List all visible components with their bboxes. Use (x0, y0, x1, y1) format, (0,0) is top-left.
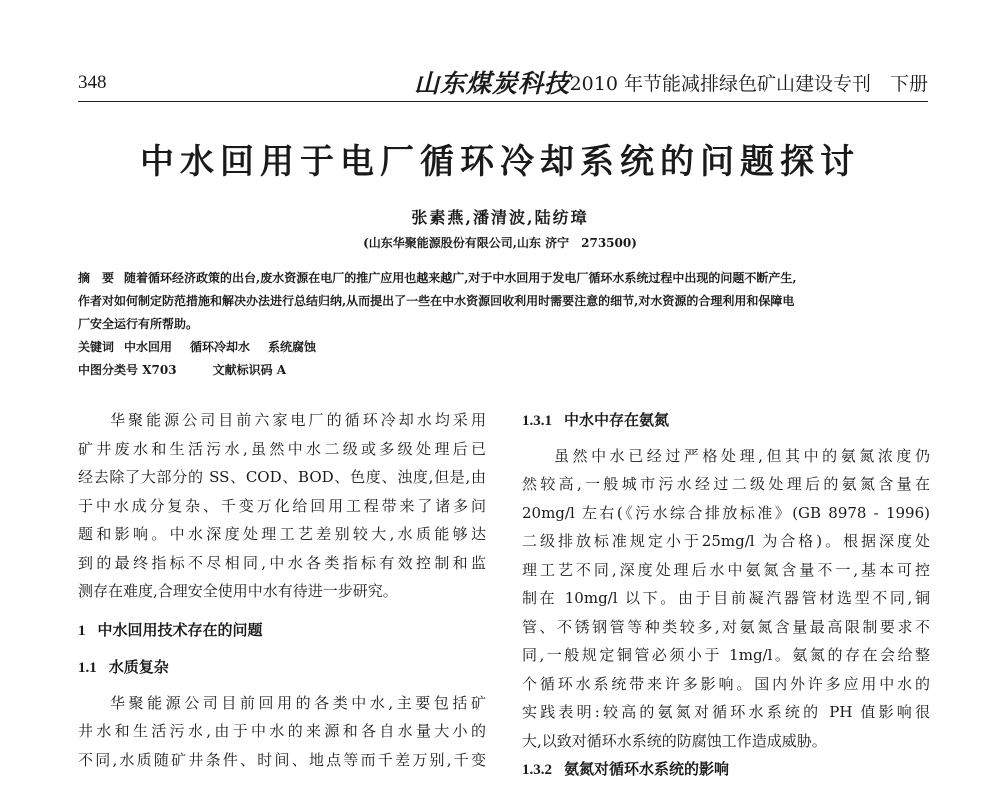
body-line: 理工艺不同,深度处理后水中氨氮含量不一,基本可控 (522, 560, 930, 579)
body-line: 管、不锈钢管等种类较多,对氨氮含量最高限制要求不 (522, 617, 930, 636)
right-column (522, 406, 930, 791)
body-line: 题和影响。中水深度处理工艺差别较大,水质能够达 (78, 525, 486, 543)
body-line: 个循环水系统带来许多影响。国内外许多应用中水的 (522, 674, 930, 693)
body-line: 20mg/l 左右(《污水综合排放标准》(GB 8978 - 1996) (522, 503, 930, 522)
section-number: 1.3.1 (522, 413, 552, 429)
doc-code-label: 文献标识码 (212, 363, 273, 377)
abstract-block (78, 267, 928, 382)
journal-name: 山东煤炭科技 (414, 69, 571, 98)
keyword: 中水回用 (124, 340, 173, 354)
body-line: 大,以致对循环水系统的防腐蚀工作造成威胁。 (522, 731, 827, 750)
article-title: 中水回用于电厂循环冷却系统的问题探讨 (140, 142, 860, 182)
left-column (78, 406, 486, 774)
keywords-label: 关键词 (78, 340, 115, 354)
section-title: 中水中存在氨氮 (564, 411, 670, 429)
body-line: 到的最终指标不尽相同,中水各类指标有效控制和监 (78, 553, 486, 572)
abstract-line-2: 作者对如何制定防范措施和解决办法进行总结归纳,从而提出了一些在中水资源回收利用时需要注意的细节,对水资源的合理利用和保障电 (78, 294, 795, 308)
issue-title: 2010 年节能减排绿色矿山建设专刊 下册 (569, 73, 928, 95)
body-line: 实践表明:较高的氨氮对循环水系统的 PH 值影响很 (522, 703, 930, 721)
section-heading-1 (78, 616, 486, 646)
body-line: 矿井废水和生活污水,虽然中水二级或多级处理后已 (78, 439, 486, 458)
section-heading-1-1 (78, 653, 486, 683)
body-line: 华聚能源公司目前六家电厂的循环冷却水均采用 (110, 411, 486, 429)
abstract-line-3: 厂安全运行有所帮助。 (78, 317, 199, 331)
clc-value: X703 (142, 363, 177, 377)
body-line: 测存在难度,合理安全使用中水有待进一步研究。 (78, 582, 398, 600)
abstract-label: 摘 要 (78, 271, 115, 285)
doc-code-value: A (276, 363, 287, 377)
keyword: 循环冷却水 (190, 340, 251, 354)
keywords-line (78, 336, 928, 359)
article-authors: 张素燕,潘清波,陆纺璋 (411, 208, 589, 227)
section-heading-1-3-2 (522, 755, 930, 785)
body-line: 经去除了大部分的 SS、COD、BOD、色度、浊度,但是,由 (78, 468, 486, 486)
running-header (78, 62, 928, 98)
body-line: 井水和生活污水,由于中水的来源和各自水量大小的 (78, 722, 486, 740)
body-line: 于中水成分复杂、千变万化给回用工程带来了诸多问 (78, 496, 486, 515)
abstract-text: 随着循环经济政策的出台,废水资源在电厂的推广应用也越来越广,对于中水回用于发电厂循环水系统过程中出现的问题不断产生, (124, 271, 797, 285)
section-title: 水质复杂 (108, 658, 169, 676)
body-line: 不同,水质随矿井条件、时间、地点等而千差万别,千变 (78, 750, 486, 769)
body-line: 二级排放标准规定小于25mg/l 为合格)。根据深度处 (522, 532, 930, 550)
body-line: 虽然中水已经过严格处理,但其中的氨氮浓度仍 (554, 446, 930, 465)
page-number: 348 (78, 72, 107, 93)
section-number: 1.1 (78, 660, 97, 676)
section-number: 1 (78, 622, 86, 639)
section-title: 中水回用技术存在的问题 (97, 620, 263, 639)
section-number: 1.3.2 (522, 762, 552, 778)
body-line: 制在 10mg/l 以下。由于目前凝汽器管材选型不同,铜 (522, 589, 930, 607)
keyword: 系统腐蚀 (268, 340, 317, 354)
classification-line (78, 359, 928, 382)
section-title: 氨氮对循环水系统的影响 (564, 760, 730, 778)
body-line: 华聚能源公司目前回用的各类中水,主要包括矿 (110, 693, 486, 712)
body-line: 然较高,一般城市污水经过二级处理后的氨氮含量在 (522, 475, 930, 493)
section-heading-1-3-1 (522, 406, 930, 436)
clc-label: 中图分类号 (78, 363, 139, 377)
abstract-line-1 (78, 267, 928, 290)
article-affiliation: (山东华聚能源股份有限公司,山东 济宁 273500) (363, 236, 637, 250)
body-line: 同,一般规定铜管必须小于 1mg/l。氨氮的存在会给整 (522, 646, 930, 664)
header-rule (78, 101, 928, 102)
